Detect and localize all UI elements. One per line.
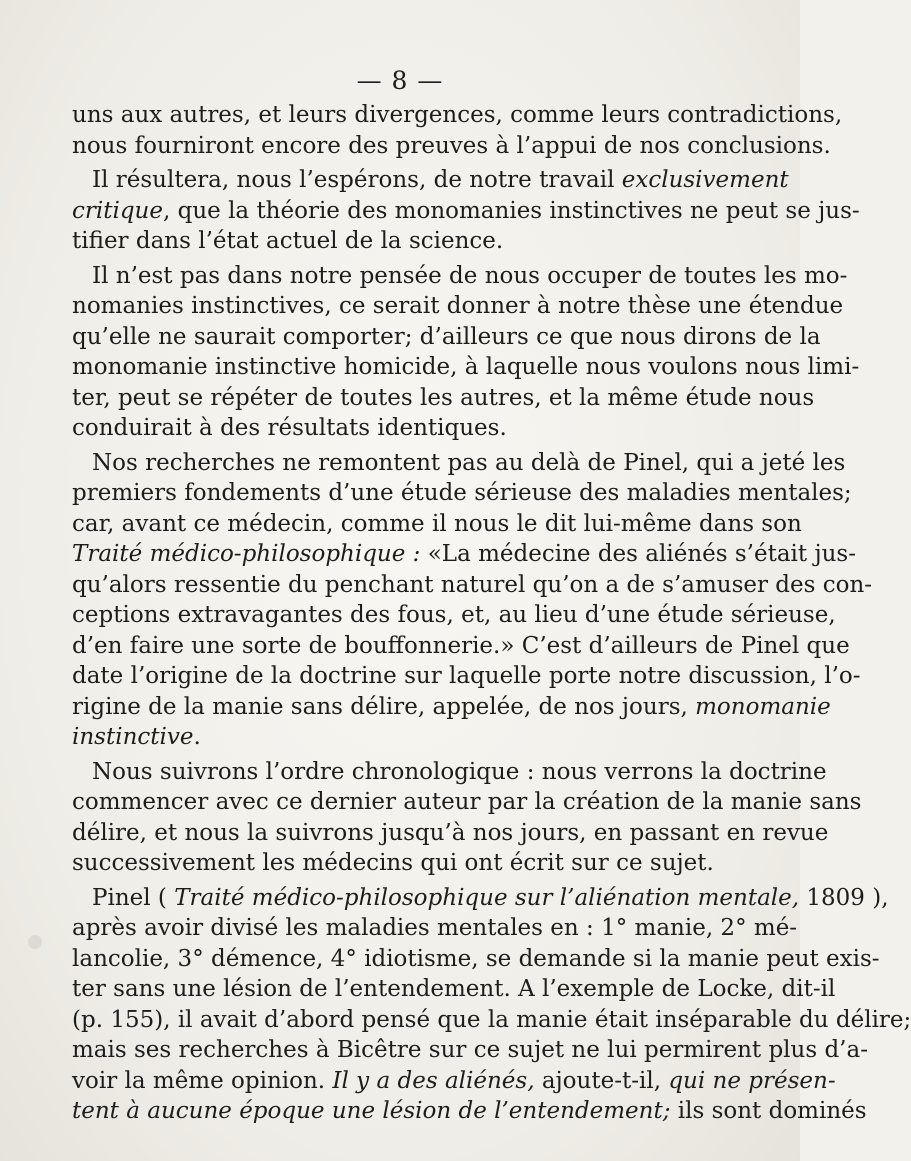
line-text: successivement les médecins qui ont écrit sur ce sujet. [72, 850, 714, 876]
text-line [72, 787, 862, 818]
text-line [72, 1035, 868, 1066]
text-line [72, 631, 850, 662]
italic-text: qui ne présen- [668, 1067, 836, 1094]
text-line [72, 722, 722, 753]
italic-text: monomanie [695, 693, 831, 720]
text-line [72, 383, 815, 414]
ink-blot [28, 935, 42, 949]
line-text: qu’elle ne saurait comporter; d’ailleurs ce que nous dirons de la [72, 323, 821, 350]
text-line [72, 883, 889, 914]
italic-text: Traité médico-philosophique sur l’aliénation mentale, [174, 884, 800, 911]
line-text: ceptions extravagantes des fous, et, au lieu d’une étude sérieuse, [72, 602, 836, 628]
text-line [72, 261, 848, 292]
line-text: (p. 155), il avait d’abord pensé que la manie était inséparable du délire; [72, 1006, 911, 1033]
line-text: ils sont dominés [670, 1098, 867, 1124]
line-text: après avoir divisé les maladies mentales en : 1° manie, 2° mé- [72, 915, 798, 941]
line-text: lancolie, 3° démence, 4° idiotisme, se demande si la manie peut exis- [72, 945, 880, 972]
line-text: Pinel ( [92, 884, 175, 911]
text-line [72, 131, 831, 162]
line-text: nous fourniront encore des preuves à l’appui de nos conclusions. [72, 132, 831, 159]
text-line [72, 196, 860, 227]
text-line [72, 974, 836, 1005]
line-text: tifier dans l’état actuel de la science. [72, 228, 504, 254]
text-line [72, 352, 860, 383]
line-text: commencer avec ce dernier auteur par la création de la manie sans [72, 789, 862, 815]
line-text: délire, et nous la suivrons jusqu’à nos jours, en passant en revue [72, 819, 829, 846]
line-text: . [193, 724, 201, 750]
text-line [72, 539, 856, 570]
text-line [72, 322, 821, 353]
text-line [72, 1096, 867, 1127]
line-text: Il résultera, nous l’espérons, de notre travail [92, 167, 622, 193]
text-line [72, 478, 852, 509]
line-text: voir la même opinion. [72, 1067, 333, 1094]
line-text: ter sans une lésion de l’entendement. A l’exemple de Locke, dit-il [72, 976, 836, 1002]
line-text: Nous suivrons l’ordre chronologique : nous verrons la doctrine [92, 758, 827, 785]
italic-text: tent à aucune époque une lésion de l’entendement; [72, 1098, 671, 1124]
italic-text: instinctive [72, 724, 194, 750]
text-line [72, 944, 880, 975]
text-line [72, 913, 798, 944]
text-line [72, 1005, 911, 1036]
line-text: , que la théorie des monomanies instinctives ne peut se jus- [162, 197, 860, 224]
text-line [72, 661, 861, 692]
text-line [72, 413, 722, 444]
text-line [72, 848, 722, 879]
text-line [72, 600, 836, 631]
line-text: Nos recherches ne remontent pas au delà de Pinel, qui a jeté les [92, 449, 846, 476]
text-line [72, 509, 802, 540]
line-text: monomanie instinctive homicide, à laquelle nous voulons nous limi- [72, 354, 860, 380]
text-line [72, 757, 827, 788]
line-text: mais ses recherches à Bicêtre sur ce sujet ne lui permirent plus d’a- [72, 1037, 868, 1063]
line-text: nomanies instinctives, ce serait donner à notre thèse une étendue [72, 293, 844, 319]
text-line [72, 100, 843, 131]
text-line [72, 448, 846, 479]
text-line [72, 570, 873, 601]
line-text: 1809 ), [799, 884, 889, 911]
line-text: d’en faire une sorte de bouffonnerie.» C’est d’ailleurs de Pinel que [72, 632, 850, 659]
line-text: date l’origine de la doctrine sur laquelle porte notre discussion, l’o- [72, 663, 861, 689]
text-line [72, 165, 789, 196]
body-text [72, 100, 911, 1127]
text-line [72, 818, 829, 849]
italic-text: critique [72, 197, 163, 224]
text-line [72, 291, 844, 322]
line-text: rigine de la manie sans délire, appelée, de nos jours, [72, 693, 696, 720]
italic-text: Il y a des aliénés, [332, 1067, 535, 1094]
text-line [72, 1066, 836, 1097]
line-text: «La médecine des aliénés s’était jus- [420, 541, 856, 567]
line-text: premiers fondements d’une étude sérieuse des maladies mentales; [72, 480, 852, 506]
line-text: ajoute-t-il, [534, 1067, 669, 1094]
italic-text: Traité médico-philosophique : [72, 541, 421, 567]
line-text: conduirait à des résultats identiques. [72, 415, 507, 441]
line-text: car, avant ce médecin, comme il nous le dit lui-même dans son [72, 510, 802, 537]
page-number: — 8 — [356, 66, 444, 95]
text-line [72, 226, 722, 257]
line-text: uns aux autres, et leurs divergences, comme leurs contradictions, [72, 102, 843, 128]
line-text: ter, peut se répéter de toutes les autres, et la même étude nous [72, 384, 815, 411]
line-text: Il n’est pas dans notre pensée de nous occuper de toutes les mo- [92, 262, 848, 289]
italic-text: exclusivement [621, 167, 789, 193]
line-text: qu’alors ressentie du penchant naturel qu’on a de s’amuser des con- [72, 571, 873, 598]
text-line [72, 692, 831, 723]
